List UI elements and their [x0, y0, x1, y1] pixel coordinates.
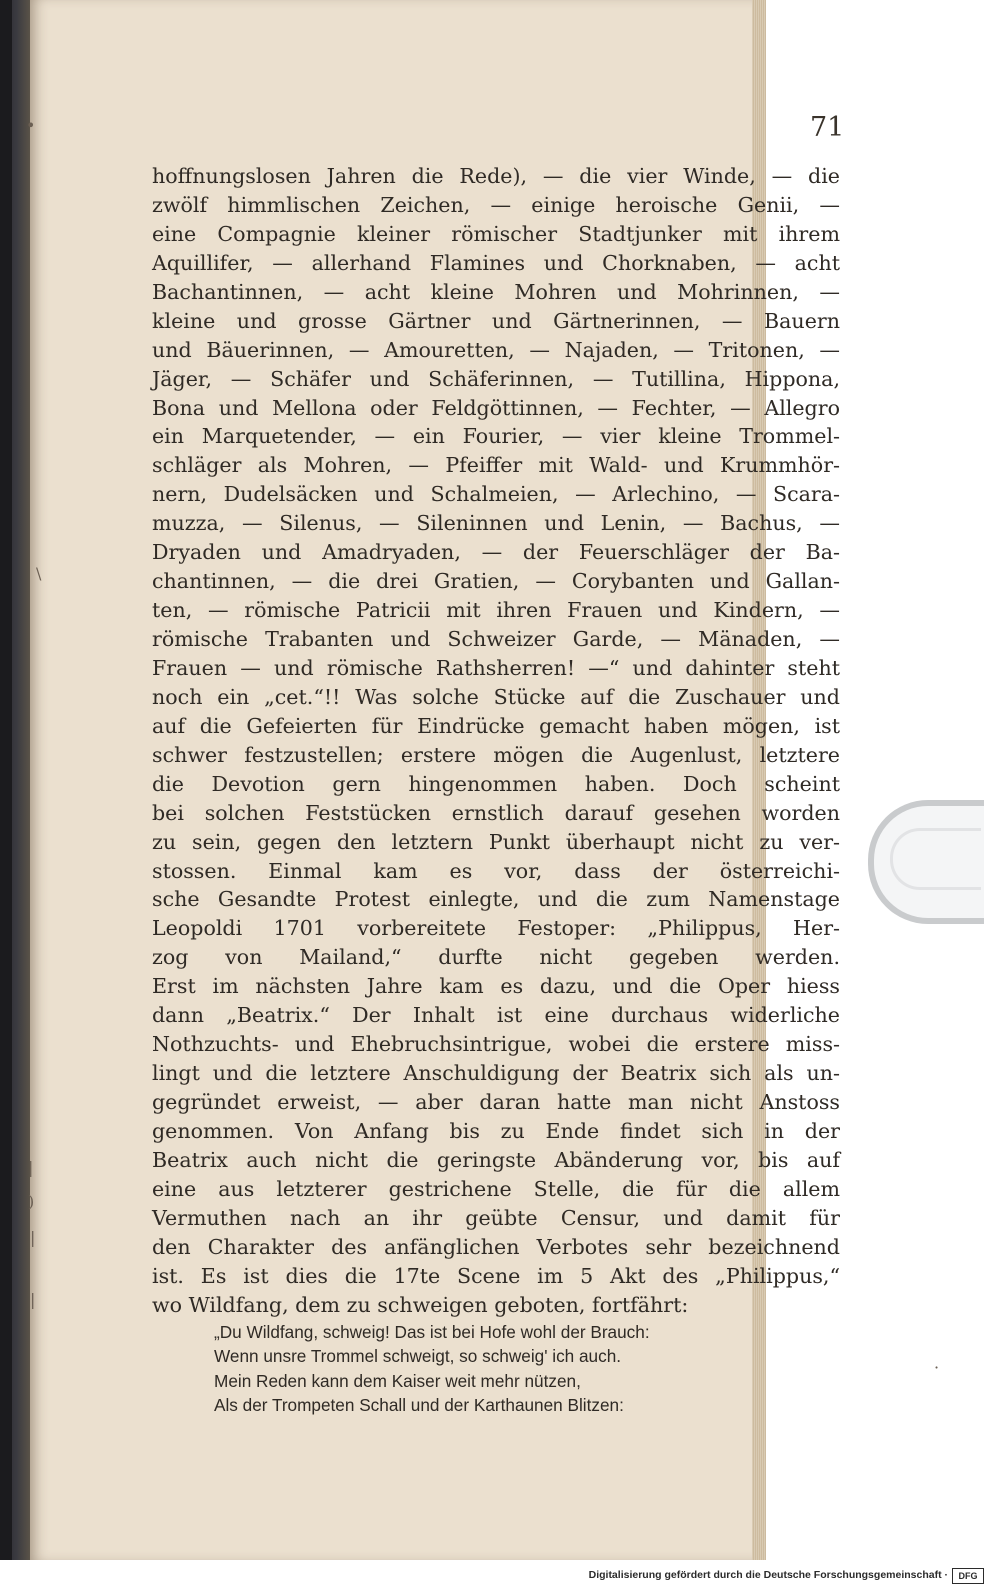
text-line: ist. Es ist dies die 17te Scene im 5 Akt des „Philippus,“ [152, 1263, 840, 1288]
text-line: die Devotion gern hingenommen haben. Doch scheint [152, 771, 840, 796]
text-line: ein Marquetender, — ein Fourier, — vier kleine Trommel- [152, 424, 840, 449]
text-line: sche Gesandte Protest einlegte, und die zum Namenstage [152, 887, 840, 912]
margin-mark: \ [36, 564, 42, 583]
text-line: bei solchen Feststücken ernstlich darauf gesehen worden [152, 800, 840, 825]
text-line: stossen. Einmal kam es vor, dass der österreichi- [152, 858, 840, 883]
text-line: kleine und grosse Gärtner und Gärtnerinnen, — Bauern [152, 308, 840, 333]
text-line: zog von Mailand,“ durfte nicht gegeben werden. [152, 945, 840, 970]
text-line: chantinnen, — die drei Gratien, — Corybanten und Gallan- [152, 569, 840, 594]
text-line: dann „Beatrix.“ Der Inhalt ist eine durchaus widerliche [152, 1003, 840, 1028]
text-line: genommen. Von Anfang bis zu Ende findet sich in der [152, 1118, 840, 1143]
text-line: Beatrix auch nicht die geringste Abänderung vor, bis auf [152, 1147, 840, 1172]
verse-line: Wenn unsre Trommel schweigt, so schweig' ich auch. [214, 1346, 622, 1367]
text-line: zwölf himmlischen Zeichen, — einige heroische Genii, — [152, 192, 840, 217]
text-line: Erst im nächsten Jahre kam es dazu, und die Oper hiess [152, 974, 840, 999]
margin-mark: · [934, 1358, 940, 1377]
text-line: schwer festzustellen; erstere mögen die Augenlust, letztere [152, 742, 840, 767]
footer-credit: Digitalisierung gefördert durch die Deutsche Forschungsgemeinschaft · [588, 1569, 948, 1581]
margin-mark: | [30, 1290, 36, 1309]
dfg-logo-icon: DFG [952, 1568, 984, 1584]
text-line: zu sein, gegen den letztern Punkt überhaupt nicht zu ver- [152, 829, 840, 854]
page-clip-inner [890, 828, 981, 890]
text-line: schläger als Mohren, — Pfeiffer mit Wald- und Krummhör- [152, 453, 840, 478]
text-line: Bona und Mellona oder Feldgöttinnen, — Fechter, — Allegro [152, 395, 840, 420]
text-line: eine Compagnie kleiner römischer Stadtjunker mit ihrem [152, 221, 840, 246]
text-line: Leopoldi 1701 vorbereitete Festoper: „Philippus, Her- [152, 916, 840, 941]
margin-mark: | [30, 1228, 36, 1247]
text-line: lingt und die letztere Anschuldigung der Beatrix sich als un- [152, 1061, 840, 1086]
verse-line: Als der Trompeten Schall und der Karthaunen Blitzen: [214, 1394, 624, 1415]
page-number: 71 [810, 112, 845, 143]
margin-mark: ) [28, 1192, 35, 1211]
text-line: muzza, — Silenus, — Sileninnen und Lenin, — Bachus, — [152, 511, 840, 536]
cover-tab [0, 0, 12, 1560]
text-line: ten, — römische Patricii mit ihren Frauen und Kindern, — [152, 598, 840, 623]
body-text [152, 162, 840, 1320]
verse-line: Mein Reden kann dem Kaiser weit mehr nützen, [214, 1370, 581, 1391]
text-line: nern, Dudelsäcken und Schalmeien, — Arlechino, — Scara- [152, 482, 840, 507]
text-line: und Bäuerinnen, — Amouretten, — Najaden, — Tritonen, — [152, 337, 840, 362]
text-line: hoffnungslosen Jahren die Rede), — die vier Winde, — die [152, 164, 840, 188]
text-line: eine aus letzterer gestrichene Stelle, die für die allem [152, 1176, 840, 1201]
text-line: römische Trabanten und Schweizer Garde, — Mänaden, — [152, 627, 840, 651]
text-line: Frauen — und römische Rathsherren! —“ und dahinter steht [152, 655, 840, 680]
text-line: Dryaden und Amadryaden, — der Feuerschläger der Ba- [152, 540, 840, 565]
footer-bar [0, 1561, 1000, 1593]
text-line: Nothzuchts- und Ehebruchsintrigue, wobei die erstere miss- [152, 1032, 840, 1057]
text-line: Aquillifer, — allerhand Flamines und Chorknaben, — acht [152, 250, 840, 275]
margin-mark: • [26, 116, 36, 135]
verse-quote [214, 1320, 794, 1417]
text-line: auf die Gefeierten für Eindrücke gemacht haben mögen, ist [152, 713, 840, 738]
margin-mark: | [28, 1158, 34, 1177]
text-line: Jäger, — Schäfer und Schäferinnen, — Tutillina, Hippona, [152, 366, 840, 391]
text-line: Bachantinnen, — acht kleine Mohren und Mohrinnen, — [152, 279, 840, 304]
verse-line: „Du Wildfang, schweig! Das ist bei Hofe wohl der Brauch: [214, 1322, 650, 1342]
text-line: Vermuthen nach an ihr geübte Censur, und damit für [152, 1205, 840, 1230]
text-line: noch ein „cet.“!! Was solche Stücke auf die Zuschauer und [152, 684, 840, 709]
text-line: den Charakter des anfänglichen Verbotes sehr bezeichnend [152, 1234, 840, 1259]
text-line: gegründet erweist, — aber daran hatte man nicht Anstoss [152, 1090, 840, 1114]
text-line: wo Wildfang, dem zu schweigen geboten, fortfährt: [152, 1292, 689, 1317]
